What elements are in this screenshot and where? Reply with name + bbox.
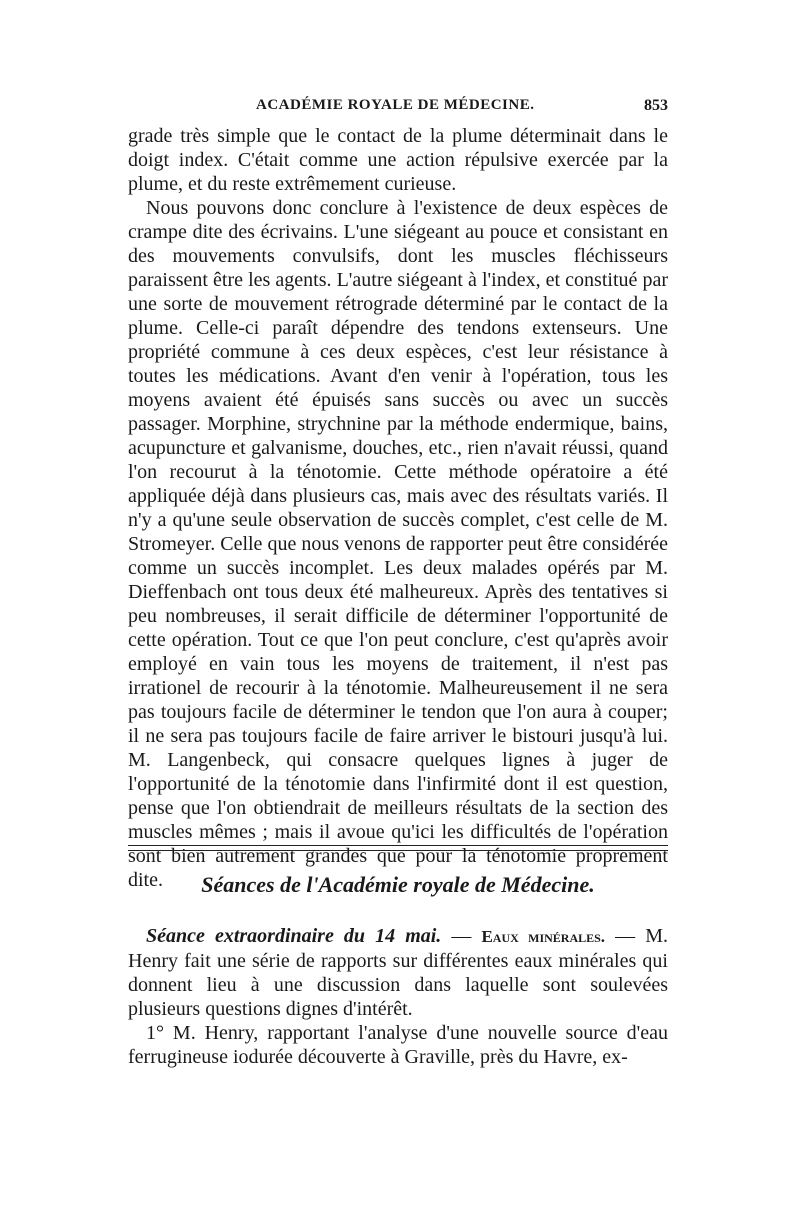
session-item-1: 1° M. Henry, rapportant l'analyse d'une nouvelle source d'eau ferrugineuse iodurée découverte à Graville, près du Havre, ex- [128,1022,668,1068]
session-report [128,924,668,1069]
paragraph-conclusion: Nous pouvons donc conclure à l'existence de deux espèces de crampe dite des écrivains. L'une siégeant au pouce et consistant en des mouvements convulsifs, dont les muscles fléchisseurs paraissent être les agents. L'autre siégeant à l'index, et constitué par une sorte de mouvement rétrograde déterminé par le contact de la plume. Celle-ci paraît dépendre des tendons extenseurs. Une propriété commune à ces deux espèces, c'est leur résistance à toutes les médications. Avant d'en venir à l'opération, tous les moyens avaient été épuisés sans succès ou avec un succès passager. Morphine, strychnine par la méthode endermique, bains, acupuncture et galvanisme, douches, etc., rien n'avait réussi, quand l'on recourut à la ténotomie. Cette méthode opératoire a été appliquée déjà dans plusieurs cas, mais avec des résultats variés. Il n'y a qu'une seule observation de succès complet, c'est celle de M. Stromeyer. Celle que nous venons de rapporter peut être considérée comme un succès incomplet. Les deux malades opérés par M. Dieffenbach ont tous deux été malheureux. Après des tentatives si peu nombreuses, il serait difficile de déterminer l'opportunité de cette opération. Tout ce que l'on peut conclure, c'est qu'après avoir employé en vain tous les moyens de traitement, il n'est pas irrationel de recourir à la ténotomie. Malheureusement il ne sera pas toujours facile de déterminer le tendon que l'on aura à couper; il ne sera pas toujours facile de faire arriver le bistouri jusqu'à lui. M. Langenbeck, qui consacre quelques lignes à juger de l'opportunité de la ténotomie dans l'infirmité dont il est question, pense que l'on obtiendrait de meilleurs résultats de la section des muscles mêmes ; mais il avoue qu'ici les difficultés de l'opération sont bien autrement grandes que pour la ténotomie proprement dite. [128,197,668,891]
page-number: 853 [644,97,668,114]
page-header [128,97,668,121]
article-body [128,124,668,892]
section-title: Séances de l'Académie royale de Médecine. [201,872,595,897]
running-head: ACADÉMIE ROYALE DE MÉDECINE. [256,97,535,113]
double-rule-bottom [128,850,668,851]
session-topic: Eaux minérales. [481,927,606,946]
session-text: — M. Henry fait une série de rapports sur différentes eaux minérales qui donnent lieu à une discussion dans laquelle sont soulevées plusieurs questions dignes d'intérêt. [128,925,668,1020]
double-rule-top [128,845,668,846]
paragraph-continuation: grade très simple que le contact de la plume déterminait dans le doigt index. C'était comme une action répulsive exercée par la plume, et du reste extrêmement curieuse. [128,125,668,195]
session-paragraph [128,924,668,1021]
session-label: Séance extraordinaire du 14 mai. [146,925,442,947]
session-dash: — [441,925,482,947]
